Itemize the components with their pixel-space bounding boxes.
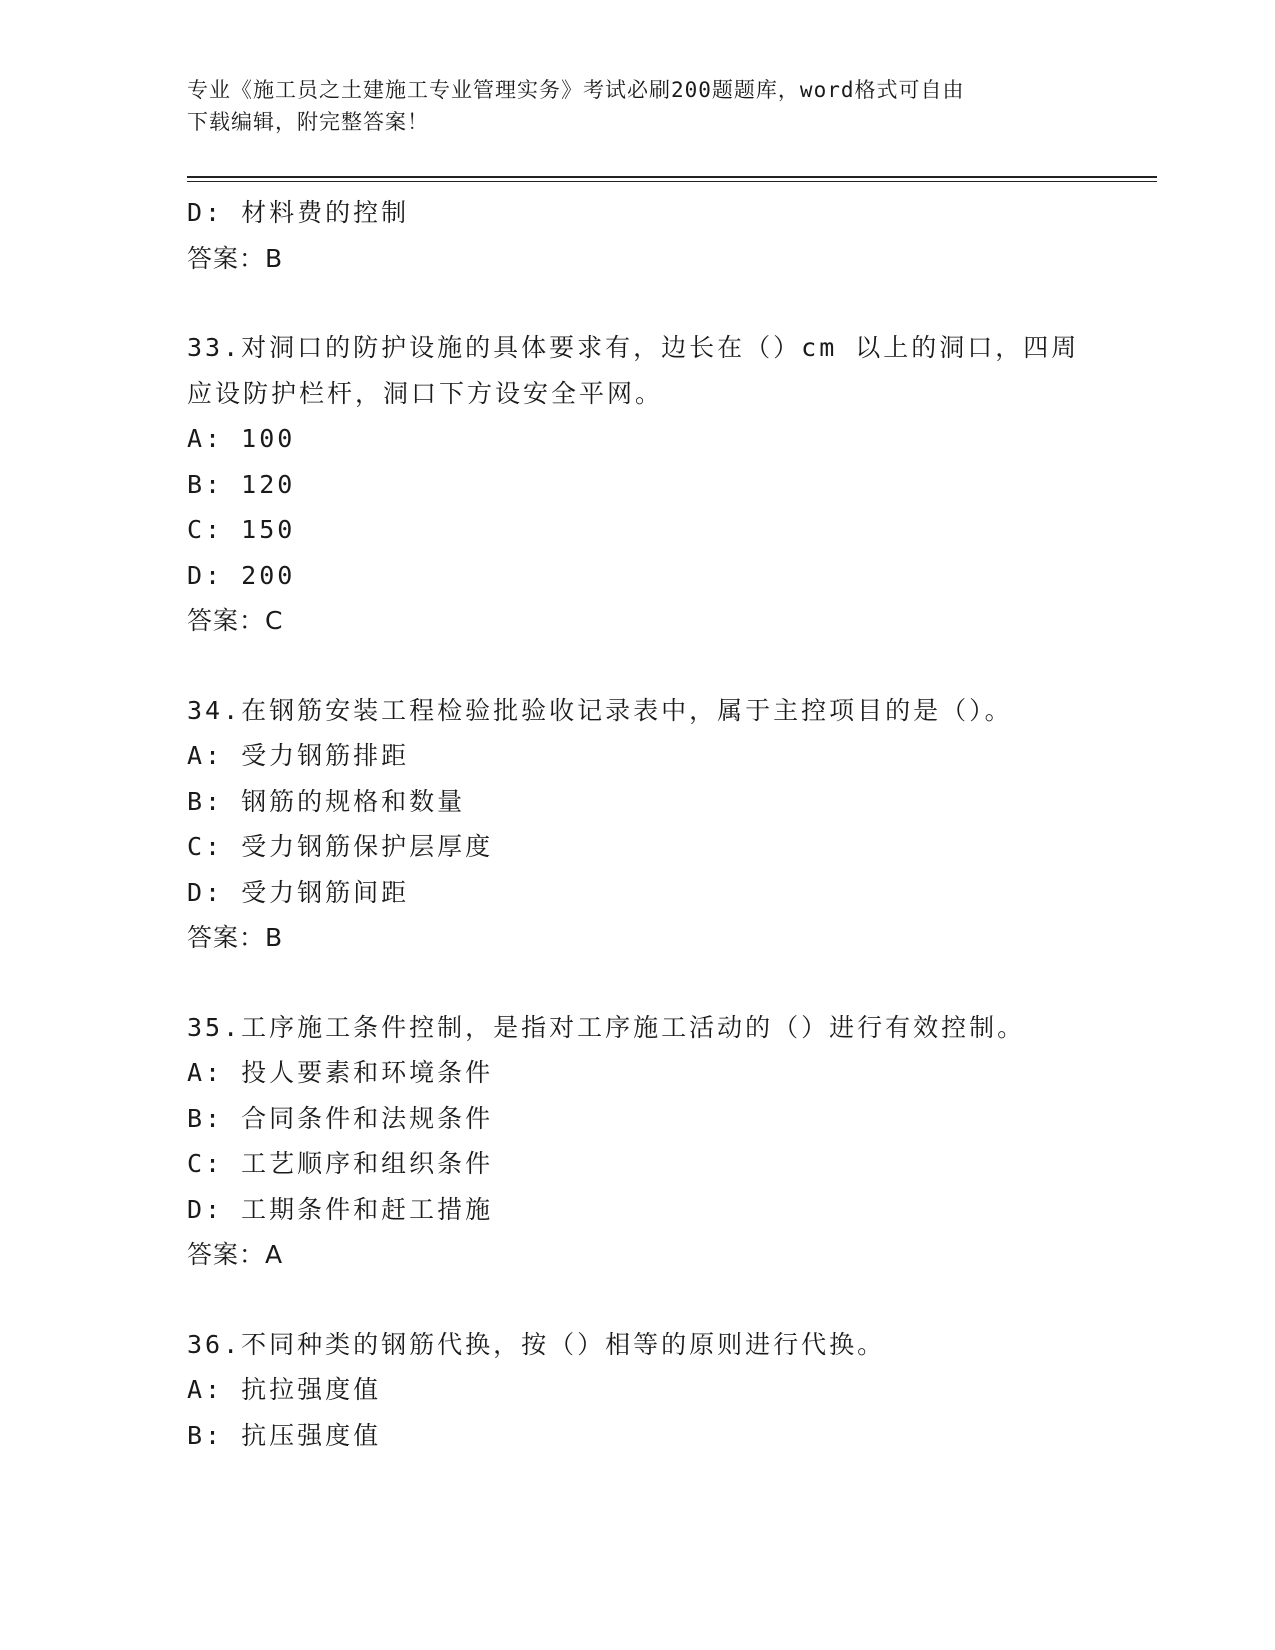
header-line-1: 专业《施工员之土建施工专业管理实务》考试必刷200题题库，word格式可自由 <box>187 78 965 102</box>
option-b: B: 120 <box>187 469 296 499</box>
option-b: B: 抗压强度值 <box>187 1420 382 1450</box>
carryover-option-d: D: 材料费的控制 <box>187 198 410 227</box>
question-stem-line: 33.对洞口的防护设施的具体要求有，边长在（）cm 以上的洞口，四周 <box>187 333 1080 362</box>
option-a: A: 抗拉强度值 <box>187 1375 382 1404</box>
question-stem-line: 应设防护栏杆，洞口下方设安全平网。 <box>187 378 664 408</box>
option-a: A: 投人要素和环境条件 <box>187 1058 494 1087</box>
header-line-2: 下载编辑，附完整答案！ <box>187 110 429 134</box>
option-b: B: 钢筋的规格和数量 <box>187 786 466 816</box>
question-stem-line: 36.不同种类的钢筋代换，按（）相等的原则进行代换。 <box>187 1329 886 1359</box>
question-35 <box>187 1005 1117 1278</box>
document-header <box>187 74 1067 138</box>
spacer <box>187 644 1117 688</box>
spacer <box>187 281 1117 325</box>
answer: 答案：B <box>187 923 284 952</box>
option-c: C: 工艺顺序和组织条件 <box>187 1149 494 1178</box>
carryover-answer: 答案：B <box>187 243 284 273</box>
option-d: D: 工期条件和赶工措施 <box>187 1194 494 1224</box>
question-content <box>187 190 1117 1458</box>
question-36 <box>187 1322 1117 1459</box>
spacer <box>187 961 1117 1005</box>
spacer <box>187 1278 1117 1322</box>
answer: 答案：A <box>187 1240 284 1269</box>
answer: 答案：C <box>187 606 284 635</box>
option-b: B: 合同条件和法规条件 <box>187 1103 494 1133</box>
option-c: C: 150 <box>187 515 296 544</box>
question-33 <box>187 325 1117 644</box>
question-34 <box>187 688 1117 961</box>
option-a: A: 受力钢筋排距 <box>187 741 410 770</box>
option-d: D: 200 <box>187 560 296 590</box>
option-d: D: 受力钢筋间距 <box>187 877 410 907</box>
question-stem-line: 35.工序施工条件控制，是指对工序施工活动的（）进行有效控制。 <box>187 1012 1026 1042</box>
option-a: A: 100 <box>187 424 296 453</box>
question-stem-line: 34.在钢筋安装工程检验批验收记录表中，属于主控项目的是（）。 <box>187 695 1013 725</box>
option-c: C: 受力钢筋保护层厚度 <box>187 832 494 861</box>
header-divider <box>187 176 1157 182</box>
